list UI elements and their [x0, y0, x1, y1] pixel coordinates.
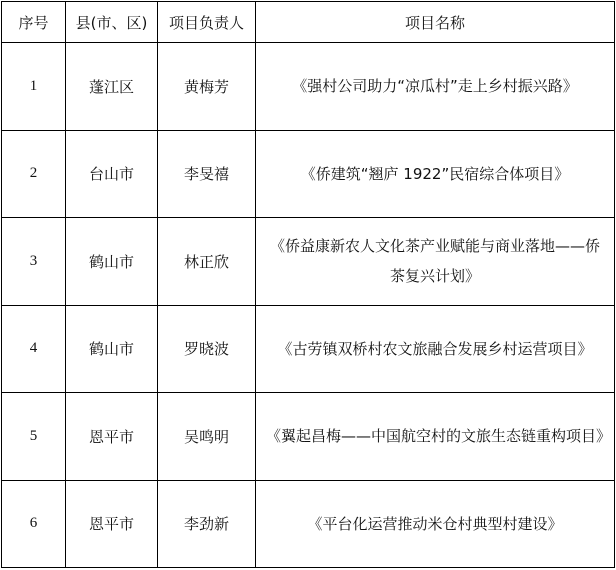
row-project-name: 《平台化运营推动米仓村典型村建设》	[256, 480, 615, 568]
table-body	[2, 43, 615, 568]
row-leader: 吴鸣明	[158, 393, 256, 481]
table-row	[2, 393, 615, 481]
table-row	[2, 43, 615, 131]
row-leader: 林正欣	[158, 218, 256, 306]
header-leader: 项目负责人	[158, 2, 256, 43]
header-row	[2, 2, 615, 43]
row-project-name: 《侨益康新农人文化茶产业赋能与商业落地——侨茶复兴计划》	[256, 218, 615, 306]
row-leader: 李劲新	[158, 480, 256, 568]
header-county: 县(市、区)	[66, 2, 158, 43]
row-county: 恩平市	[66, 480, 158, 568]
row-county: 蓬江区	[66, 43, 158, 131]
row-county: 恩平市	[66, 393, 158, 481]
row-project-name: 《古劳镇双桥村农文旅融合发展乡村运营项目》	[256, 305, 615, 393]
header-project-name: 项目名称	[256, 2, 615, 43]
row-leader: 黄梅芳	[158, 43, 256, 131]
row-index: 5	[2, 393, 66, 481]
row-index: 2	[2, 130, 66, 218]
table-row	[2, 305, 615, 393]
row-index: 3	[2, 218, 66, 306]
project-table	[1, 1, 615, 568]
row-county: 鹤山市	[66, 305, 158, 393]
row-index: 1	[2, 43, 66, 131]
row-index: 6	[2, 480, 66, 568]
row-project-name: 《侨建筑“翘庐 1922”民宿综合体项目》	[256, 130, 615, 218]
table-row	[2, 218, 615, 306]
table-row	[2, 480, 615, 568]
header-index: 序号	[2, 2, 66, 43]
row-county: 鹤山市	[66, 218, 158, 306]
row-leader: 李旻禧	[158, 130, 256, 218]
row-leader: 罗晓波	[158, 305, 256, 393]
row-county: 台山市	[66, 130, 158, 218]
row-project-name: 《翼起昌梅——中国航空村的文旅生态链重构项目》	[256, 393, 615, 481]
row-index: 4	[2, 305, 66, 393]
table-row	[2, 130, 615, 218]
table-header	[2, 2, 615, 43]
row-project-name: 《强村公司助力“凉瓜村”走上乡村振兴路》	[256, 43, 615, 131]
